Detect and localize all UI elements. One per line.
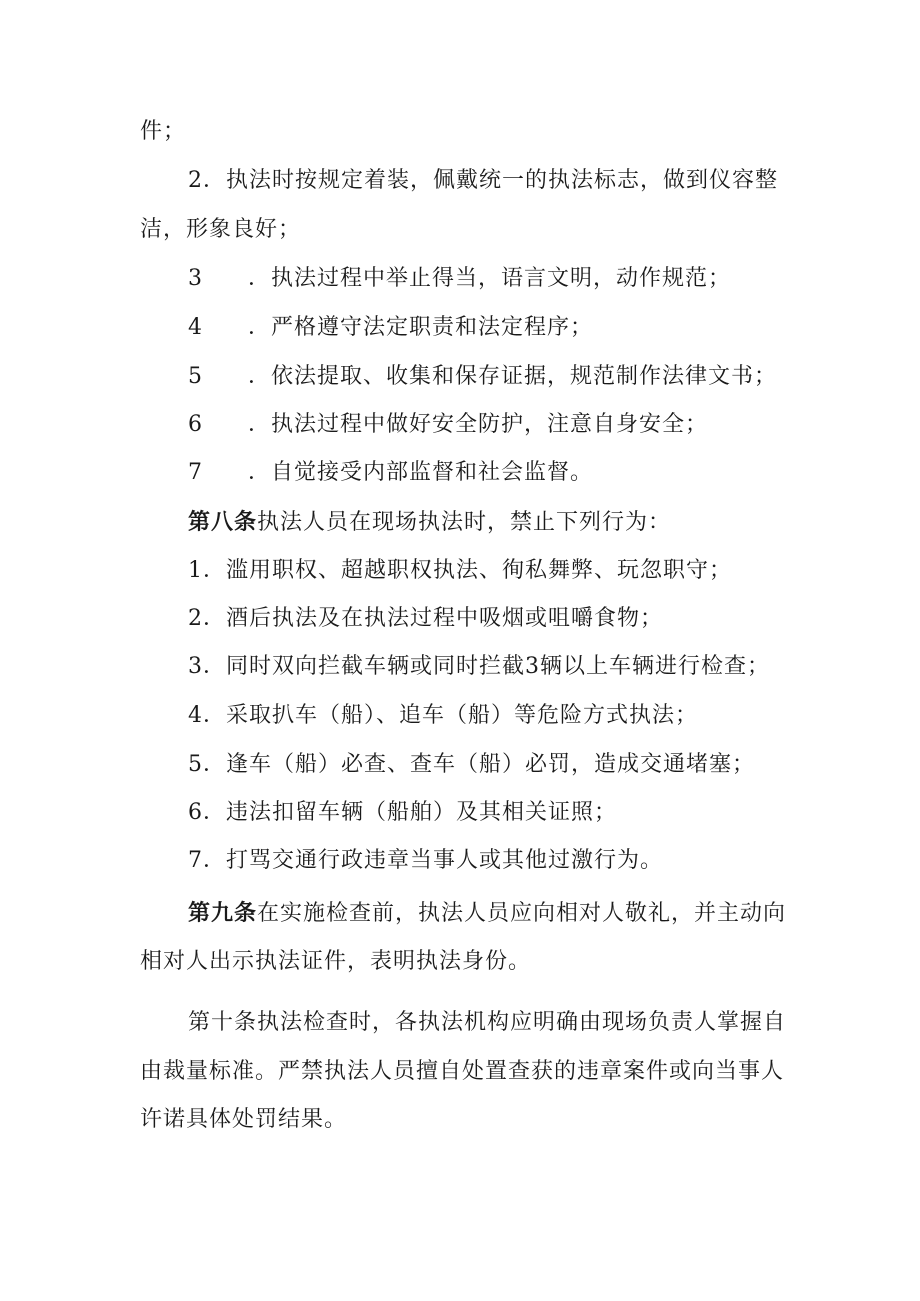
list-item-text: ．依法提取、收集和保存证据，规范制作法律文书； [248, 364, 778, 389]
list-item: 4．采取扒车（船）、追车（船）等危险方式执法； [188, 703, 698, 728]
list-item: 7．打骂交通行政违章当事人或其他过激行为。 [188, 848, 663, 873]
article-9-line-2: 相对人出示执法证件，表明执法身份。 [140, 949, 532, 974]
article-10-line-2: 由裁量标准。严禁执法人员擅自处置查获的违章案件或向当事人 [140, 1059, 785, 1084]
article-8-heading [188, 507, 671, 538]
article-8-text: 执法人员在现场执法时，禁止下列行为： [257, 510, 672, 535]
list-item-number: 5 [188, 364, 203, 389]
list-item-number: 4 [188, 315, 203, 340]
list-item [188, 410, 708, 440]
list-item: 6．违法扣留车辆（船舶）及其相关证照； [188, 800, 617, 825]
article-9-line-1 [188, 898, 786, 929]
list-item: 2．酒后执法及在执法过程中吸烟或咀嚼食物； [188, 606, 663, 631]
list-item [188, 362, 777, 392]
list-item: 1．滥用职权、超越职权执法、徇私舞弊、玩忽职守； [188, 558, 732, 583]
rule-2-line-2: 洁，形象良好； [140, 217, 302, 242]
list-item [188, 264, 731, 294]
list-item-text: ．严格遵守法定职责和法定程序； [248, 315, 594, 340]
article-8-title: 第八条 [188, 509, 258, 535]
article-9-text: 在实施检查前，执法人员应向相对人敬礼，并主动向 [257, 901, 787, 926]
rule-2-line-1: 2．执法时按规定着装，佩戴统一的执法标志，做到仪容整 [188, 168, 778, 193]
list-item-number: 6 [188, 412, 203, 437]
list-item [188, 458, 593, 488]
article-10-line-3: 许诺具体处罚结果。 [140, 1107, 348, 1132]
list-item-text: ．执法过程中做好安全防护，注意自身安全； [248, 412, 709, 437]
continuation-text: 件； [140, 119, 187, 144]
list-item-text: ．自觉接受内部监督和社会监督。 [248, 460, 594, 485]
list-item-text: ．执法过程中举止得当，语言文明，动作规范； [248, 266, 732, 291]
list-item-number: 3 [188, 266, 203, 291]
article-10-line-1: 第十条执法检查时，各执法机构应明确由现场负责人掌握自 [188, 1010, 787, 1035]
article-9-title: 第九条 [188, 900, 258, 926]
list-item: 3．同时双向拦截车辆或同时拦截3辆以上车辆进行检查； [188, 654, 770, 679]
list-item: 5．逢车（船）必查、查车（船）必罚，造成交通堵塞； [188, 752, 755, 777]
list-item [188, 313, 593, 343]
list-item-number: 7 [188, 460, 203, 485]
